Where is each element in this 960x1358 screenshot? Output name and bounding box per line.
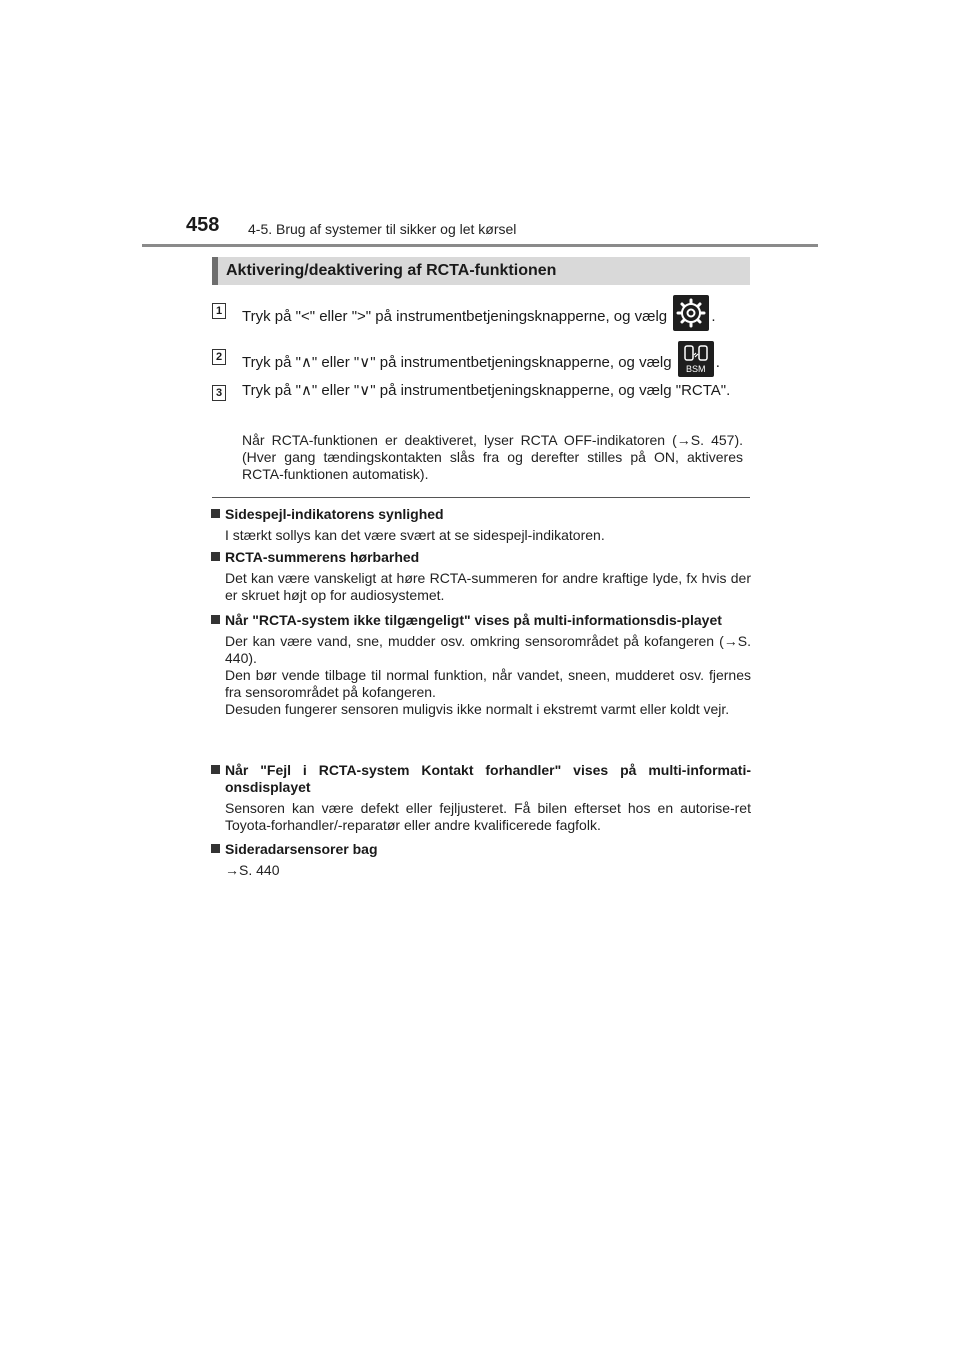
step-3 bbox=[212, 382, 750, 433]
section-heading: Aktivering/deaktivering af RCTA-funktionen bbox=[212, 257, 750, 285]
info-title-text: Sidespejl-indikatorens synlighed bbox=[225, 506, 444, 522]
step-end: . bbox=[711, 307, 716, 325]
info-body bbox=[211, 800, 751, 834]
info-title-text: Når "Fejl i RCTA-system Kontakt forhandler" vises på multi-informati-onsdisplayet bbox=[225, 762, 751, 795]
info-title bbox=[211, 506, 751, 523]
info-paragraph: →S. 440 bbox=[225, 862, 280, 878]
info-title-text: Når "RCTA-system ikke tilgængeligt" vises på multi-informationsdis-playet bbox=[225, 612, 722, 628]
page-number: 458 bbox=[186, 214, 220, 236]
info-body bbox=[211, 570, 751, 604]
info-title bbox=[211, 762, 751, 796]
info-malfunction bbox=[211, 762, 751, 834]
bsm-icon bbox=[678, 341, 714, 377]
page-header bbox=[0, 0, 960, 250]
info-paragraph: Den bør vende tilbage til normal funktion, når vandet, sneen, mudderet osv. fjernes fra sensorområdet på kofangeren. bbox=[225, 667, 751, 700]
step-number: 1 bbox=[212, 303, 226, 319]
step-note: Når RCTA-funktionen er deaktiveret, lyser RCTA OFF-indikatoren (→S. 457). (Hver gang tændingskontakten slås fra og derefter stilles på ON, aktiveres RCTA-funktionen automatisk). bbox=[242, 432, 743, 482]
info-buzzer bbox=[211, 549, 751, 604]
info-paragraph: Det kan være vanskeligt at høre RCTA-summeren for andre kraftige lyde, fx hvis der er skruet højt op for audiosystemet. bbox=[225, 570, 751, 603]
info-title bbox=[211, 841, 751, 858]
step-instruction: Tryk på "∧" eller "∨" på instrumentbetjeningsknapperne, og vælg bbox=[242, 353, 672, 371]
info-paragraph: I stærkt sollys kan det være svært at se sidespejl-indikatoren. bbox=[225, 527, 605, 543]
info-body bbox=[211, 527, 751, 544]
info-paragraph: Sensoren kan være defekt eller fejljusteret. Få bilen efterset hos en autorise-ret Toyota-forhandler/-reparatør eller andre kvalificerede fagfolk. bbox=[225, 800, 751, 833]
step-number: 2 bbox=[212, 349, 226, 365]
bullet-square-icon bbox=[211, 509, 220, 518]
bullet-square-icon bbox=[211, 552, 220, 561]
settings-gear-icon bbox=[673, 295, 709, 331]
header-divider bbox=[142, 244, 818, 247]
info-paragraph: Desuden fungerer sensoren muligvis ikke normalt i ekstremt varmt eller koldt vejr. bbox=[225, 701, 730, 717]
section-divider bbox=[212, 497, 750, 498]
info-not-available bbox=[211, 612, 751, 718]
step-text bbox=[242, 349, 745, 377]
info-title bbox=[211, 549, 751, 566]
info-rear-sensors bbox=[211, 841, 751, 879]
info-title-text: Sideradarsensorer bag bbox=[225, 841, 378, 857]
step-1 bbox=[212, 303, 750, 333]
step-instruction: Tryk på "<" eller ">" på instrumentbetjeningsknapperne, og vælg bbox=[242, 307, 668, 325]
chapter-title: 4-5. Brug af systemer til sikker og let kørsel bbox=[248, 221, 517, 237]
step-text bbox=[242, 303, 745, 331]
info-title bbox=[211, 612, 751, 629]
bullet-square-icon bbox=[211, 615, 220, 624]
step-number: 3 bbox=[212, 385, 226, 401]
info-paragraph: Der kan være vand, sne, mudder osv. omkring sensorområdet på kofangeren (→S. 440). bbox=[225, 633, 751, 666]
step-2 bbox=[212, 349, 750, 379]
info-visibility bbox=[211, 506, 751, 544]
info-title-text: RCTA-summerens hørbarhed bbox=[225, 549, 420, 565]
bullet-square-icon bbox=[211, 765, 220, 774]
bullet-square-icon bbox=[211, 844, 220, 853]
bsm-icon-label: BSM bbox=[686, 364, 706, 374]
info-body bbox=[211, 633, 751, 718]
step-end: . bbox=[715, 353, 720, 371]
info-body bbox=[211, 862, 751, 879]
step-text: Tryk på "∧" eller "∨" på instrumentbetjeningsknapperne, og vælg "RCTA". bbox=[242, 382, 731, 399]
